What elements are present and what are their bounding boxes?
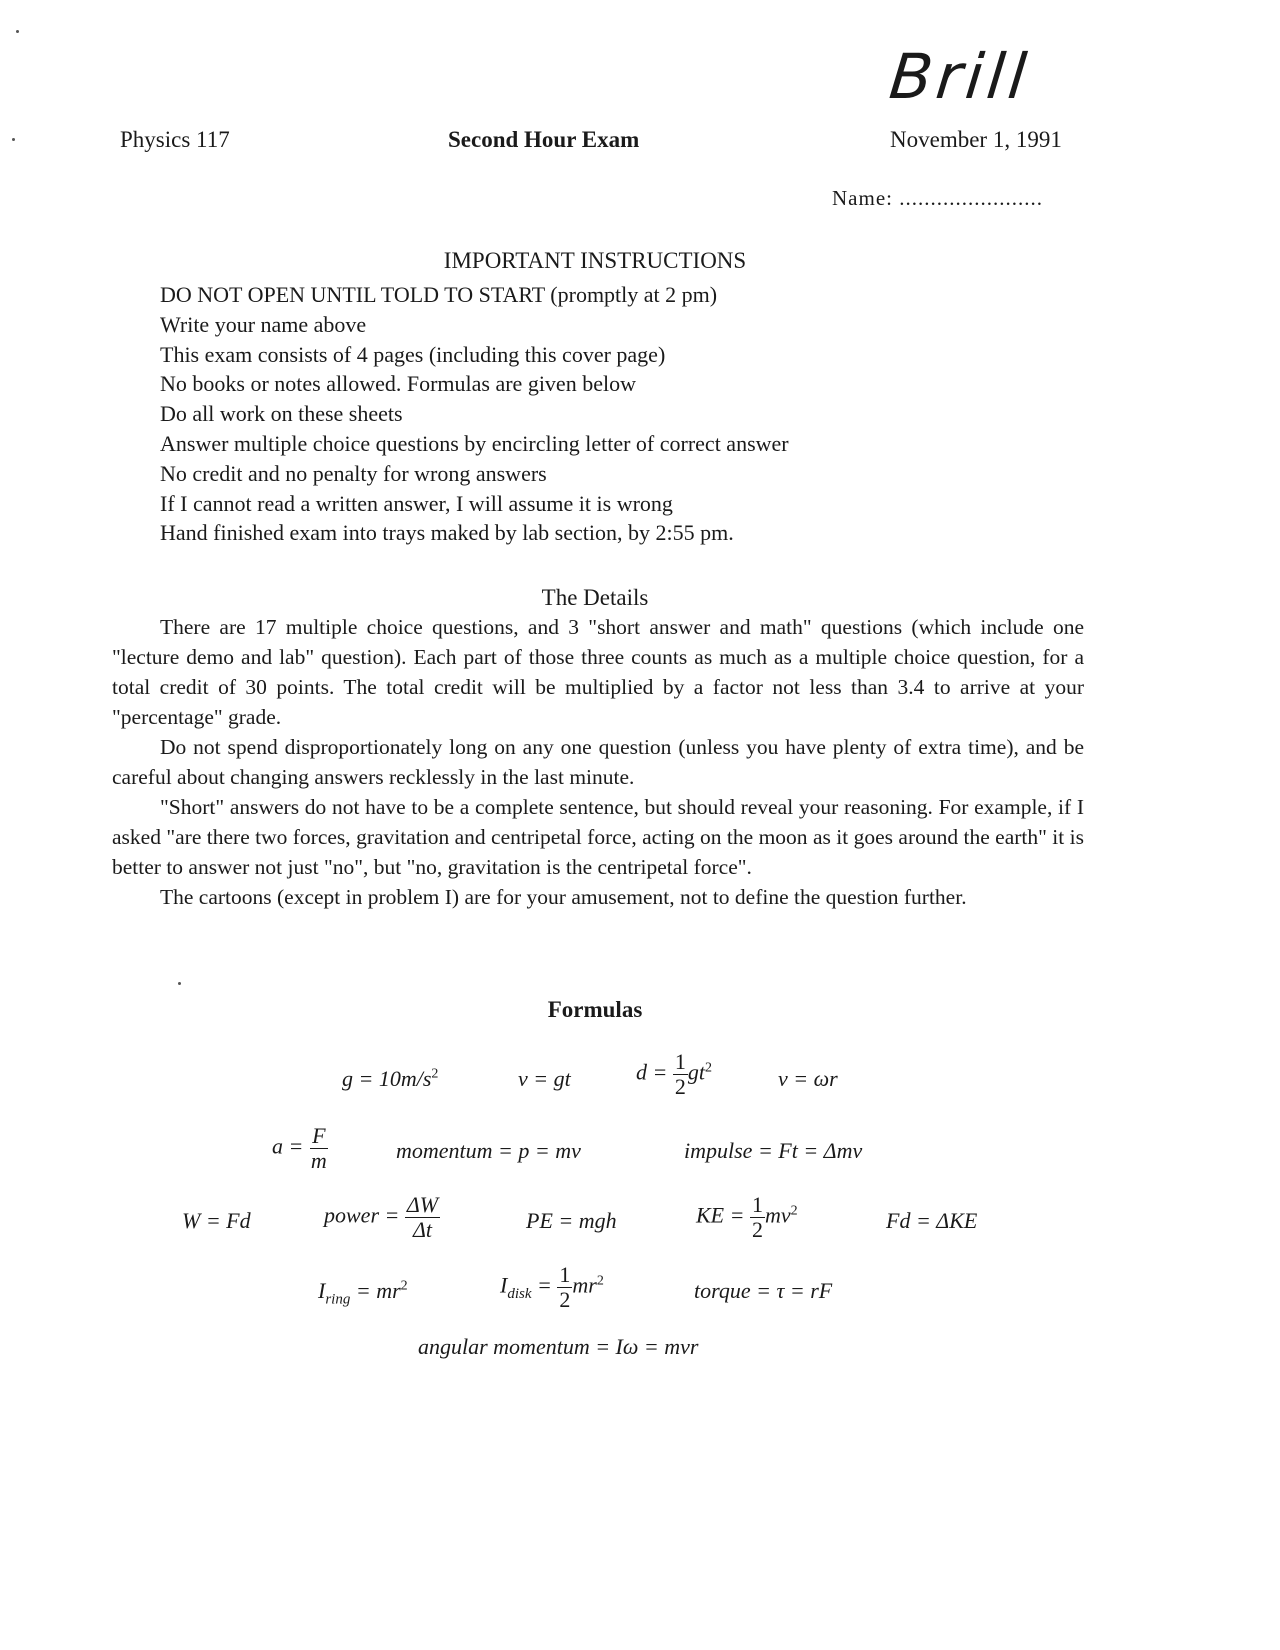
details-paragraph: "Short" answers do not have to be a complete sentence, but should reveal your reasoning. For example, if I asked "are there two forces, gravitation and centripetal force, acting on the moon as it goes around the earth" it is better to answer not just "no", but "no, gravitation is the centripetal force". <box>112 795 1084 879</box>
exam-title: Second Hour Exam <box>448 127 640 152</box>
formula-torque: torque = τ = rF <box>694 1278 833 1303</box>
scan-speck <box>178 982 181 985</box>
instructions-list <box>160 280 789 548</box>
instruction-line: Do all work on these sheets <box>160 401 403 427</box>
formula-impulse: impulse = Ft = Δmv <box>684 1138 863 1163</box>
formulas-title: Formulas <box>547 997 643 1022</box>
formula-distance: d = $\frac{1}{2}$ $gt^2$ <box>636 1049 712 1100</box>
formula-gravity: $g = 10m/s^2$ <box>342 1066 439 1091</box>
formula-velocity: v = gt <box>518 1066 571 1091</box>
fraction: $\frac{F}{m}$ <box>310 1123 327 1174</box>
fraction: $\frac{1}{2}$ <box>674 1049 686 1100</box>
instructions-title: IMPORTANT INSTRUCTIONS <box>443 248 747 273</box>
formula-work-energy: Fd = ΔKE <box>886 1208 978 1233</box>
formula-angular-momentum: angular momentum = Iω = mvr <box>418 1334 699 1359</box>
name-field: Name: ....................... <box>832 186 1043 210</box>
formula-ring-inertia: $I_{ring} = mr^2$ <box>318 1278 408 1308</box>
scan-speck <box>12 138 15 141</box>
instruction-line: Write your name above <box>160 311 367 337</box>
instruction-line: No credit and no penalty for wrong answers <box>160 460 547 486</box>
formula-kinetic-energy: KE = $\frac{1}{2}$ $mv^2$ <box>696 1192 798 1243</box>
formula-angular-velocity: v = ωr <box>778 1066 838 1091</box>
formula-power: power = $\frac{\Delta W}{\Delta t}$ <box>324 1192 439 1243</box>
instruction-line: Hand finished exam into trays maked by lab section, by 2:55 pm. <box>160 520 734 546</box>
details-title: The Details <box>541 585 649 610</box>
instruction-line: DO NOT OPEN UNTIL TOLD TO START (promptly at 2 pm) <box>160 282 718 307</box>
details-body <box>112 612 1084 912</box>
course-title: Physics 117 <box>120 127 230 152</box>
formula-work: W = Fd <box>182 1208 251 1233</box>
instruction-line: This exam consists of 4 pages (including this cover page) <box>160 341 666 367</box>
scan-speck <box>16 30 19 33</box>
exam-date: November 1, 1991 <box>890 127 1062 152</box>
formula-disk-inertia: $I_{disk}$ = $\frac{1}{2}$ $mr^2$ <box>500 1262 604 1313</box>
formula-potential-energy: PE = mgh <box>526 1208 617 1233</box>
handwritten-name: Brill <box>886 40 1034 113</box>
details-paragraph: Do not spend disproportionately long on any one question (unless you have plenty of extra time), and be careful about changing answers recklessly in the last minute. <box>112 735 1084 789</box>
formula-acceleration: a = $\frac{F}{m}$ <box>272 1123 327 1174</box>
details-paragraph: The cartoons (except in problem I) are for your amusement, not to define the question further. <box>160 885 967 909</box>
instruction-line: If I cannot read a written answer, I will assume it is wrong <box>160 490 673 516</box>
formula-momentum: momentum = p = mv <box>396 1138 581 1163</box>
fraction: $\frac{1}{2}$ <box>559 1262 571 1313</box>
instruction-line: No books or notes allowed. Formulas are given below <box>160 371 636 397</box>
fraction: $\frac{\Delta W}{\Delta t}$ <box>406 1192 439 1243</box>
details-paragraph: There are 17 multiple choice questions, and 3 "short answer and math" questions (which include one "lecture demo and lab" question). Each part of those three counts as much as a multiple choice question, for a total credit of 30 points. The total credit will be multiplied by a factor not less than 3.4 to arrive at your "percentage" grade. <box>112 615 1084 729</box>
fraction: $\frac{1}{2}$ <box>751 1192 763 1243</box>
instruction-line: Answer multiple choice questions by encircling letter of correct answer <box>160 430 789 456</box>
